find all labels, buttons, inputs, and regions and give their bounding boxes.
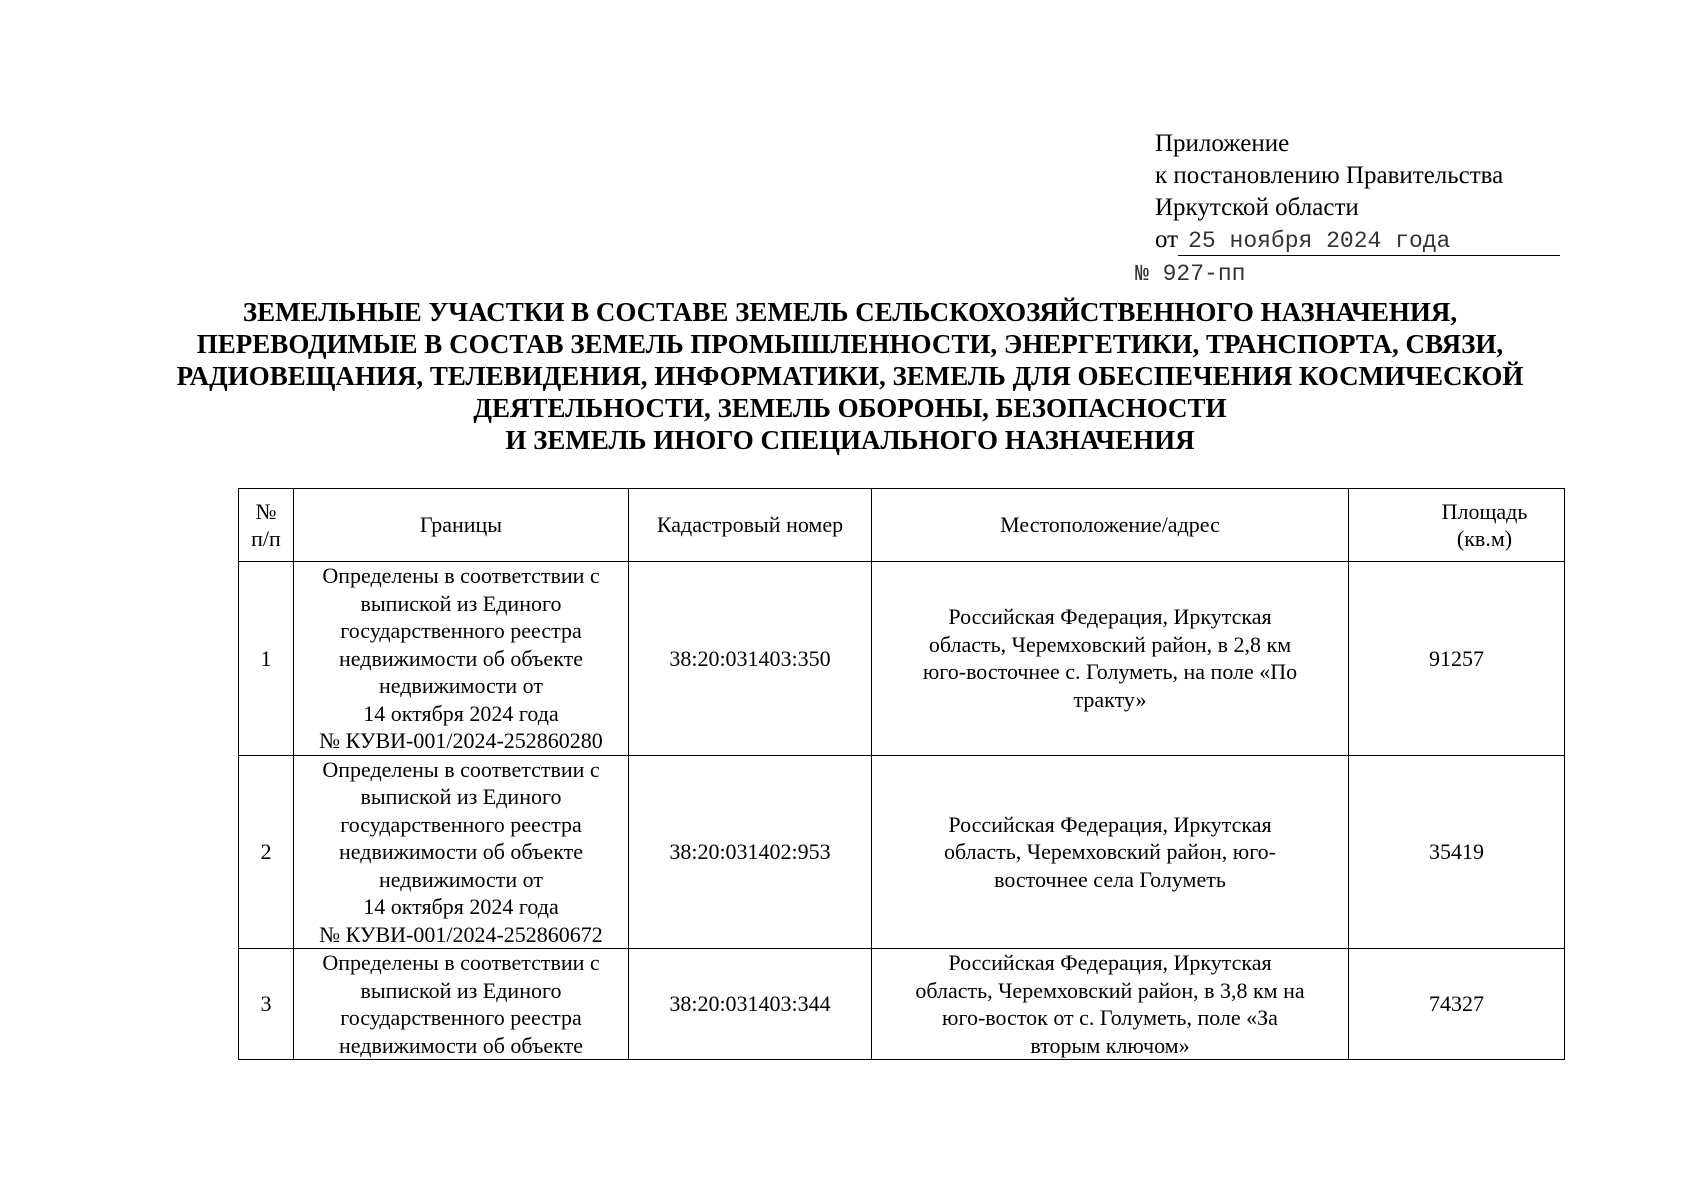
- table-header-row: [239, 489, 1565, 562]
- appendix-line-1: Приложение: [1155, 130, 1290, 157]
- row-area: 74327: [1349, 949, 1565, 1060]
- location-line: вторым ключом»: [1030, 1032, 1190, 1058]
- header-num-line-1: №: [255, 498, 277, 524]
- borders-line: выпиской из Единого: [360, 784, 562, 809]
- row-location: [872, 755, 1349, 949]
- table-row: [239, 562, 1565, 756]
- appendix-date-line: [1155, 224, 1560, 256]
- row-location: [872, 562, 1349, 756]
- header-num: [239, 489, 294, 562]
- row-num: 3: [239, 949, 294, 1060]
- location-line: тракту»: [1073, 686, 1147, 712]
- row-location: [872, 949, 1349, 1060]
- header-area: [1349, 489, 1565, 562]
- title-line: И ЗЕМЕЛЬ ИНОГО СПЕЦИАЛЬНОГО НАЗНАЧЕНИЯ: [505, 425, 1195, 455]
- title-line: РАДИОВЕЩАНИЯ, ТЕЛЕВИДЕНИЯ, ИНФОРМАТИКИ, ЗЕМЕЛЬ ДЛЯ ОБЕСПЕЧЕНИЯ КОСМИЧЕСКОЙ: [176, 361, 1524, 391]
- appendix-resolution-number: № 927-пп: [1135, 261, 1246, 287]
- row-area: 35419: [1349, 755, 1565, 949]
- borders-line: недвижимости от: [378, 673, 544, 698]
- location-line: область, Черемховский район, в 2,8 км: [928, 631, 1292, 657]
- header-cadastral: Кадастровый номер: [629, 489, 872, 562]
- row-num: 2: [239, 755, 294, 949]
- borders-line: Определены в соответствии с: [322, 563, 600, 588]
- appendix-line-2: к постановлению Правительства: [1155, 162, 1504, 189]
- row-borders: [294, 562, 629, 756]
- location-line: юго-восточнее с. Голуметь, на поле «По: [922, 659, 1298, 685]
- borders-line: недвижимости об объекте: [339, 1032, 583, 1058]
- title-line: ПЕРЕВОДИМЫЕ В СОСТАВ ЗЕМЕЛЬ ПРОМЫШЛЕННОСТИ, ЭНЕРГЕТИКИ, ТРАНСПОРТА, СВЯЗИ,: [196, 329, 1504, 359]
- location-line: Российская Федерация, Иркутская: [948, 811, 1272, 837]
- header-num-line-2: п/п: [251, 526, 281, 551]
- borders-line: недвижимости об объекте: [339, 839, 583, 864]
- row-area: 91257: [1349, 562, 1565, 756]
- borders-line: государственного реестра: [340, 618, 582, 643]
- location-line: восточнее села Голуметь: [994, 866, 1226, 892]
- table-row: [239, 755, 1565, 949]
- location-line: область, Черемховский район, в 3,8 км на: [915, 977, 1305, 1003]
- header-area-line-1: Площадь: [1441, 498, 1528, 524]
- title-line: ЗЕМЕЛЬНЫЕ УЧАСТКИ В СОСТАВЕ ЗЕМЕЛЬ СЕЛЬСКОХОЗЯЙСТВЕННОГО НАЗНАЧЕНИЯ,: [242, 297, 1458, 327]
- header-location: Местоположение/адрес: [872, 489, 1349, 562]
- borders-line: выпиской из Единого: [360, 590, 562, 616]
- location-line: Российская Федерация, Иркутская: [948, 950, 1272, 975]
- borders-line: 14 октября 2024 года: [363, 700, 559, 726]
- document-title: [120, 296, 1580, 456]
- land-plots-table: [238, 488, 1565, 1060]
- title-line: ДЕЯТЕЛЬНОСТИ, ЗЕМЕЛЬ ОБОРОНЫ, БЕЗОПАСНОСТИ: [473, 393, 1227, 423]
- borders-line: Определены в соответствии с: [322, 756, 600, 782]
- borders-line: № КУВИ-001/2024-252860672: [319, 921, 603, 947]
- appendix-date-prefix: от: [1155, 226, 1179, 253]
- header-area-line-2: (кв.м): [1456, 526, 1513, 551]
- borders-line: Определены в соответствии с: [322, 950, 600, 975]
- row-cadastral: 38:20:031402:953: [629, 755, 872, 949]
- borders-line: государственного реестра: [340, 811, 582, 837]
- borders-line: выпиской из Единого: [360, 977, 562, 1003]
- borders-line: № КУВИ-001/2024-252860280: [319, 728, 603, 753]
- header-borders: Границы: [294, 489, 629, 562]
- appendix-line-3: Иркутской области: [1155, 194, 1359, 221]
- row-borders: [294, 755, 629, 949]
- location-line: юго-восток от с. Голуметь, поле «За: [942, 1005, 1278, 1030]
- borders-line: 14 октября 2024 года: [363, 894, 559, 919]
- appendix-block: [1135, 128, 1560, 290]
- row-num: 1: [239, 562, 294, 756]
- row-borders: [294, 949, 629, 1060]
- table-row: [239, 949, 1565, 1060]
- location-line: Российская Федерация, Иркутская: [948, 604, 1272, 630]
- appendix-date-value: 25 ноября 2024 года: [1178, 227, 1560, 256]
- borders-line: государственного реестра: [340, 1005, 582, 1030]
- row-cadastral: 38:20:031403:350: [629, 562, 872, 756]
- borders-line: недвижимости от: [378, 866, 544, 892]
- location-line: область, Черемховский район, юго-: [943, 839, 1277, 864]
- row-cadastral: 38:20:031403:344: [629, 949, 872, 1060]
- borders-line: недвижимости об объекте: [339, 645, 583, 671]
